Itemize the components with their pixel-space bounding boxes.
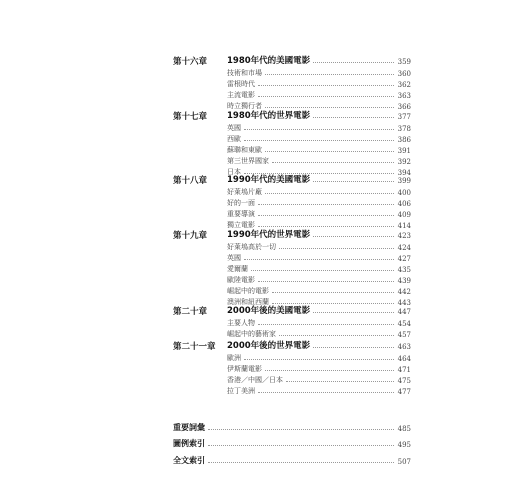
leader-dots bbox=[258, 203, 394, 205]
section-entry bbox=[227, 352, 411, 363]
back-matter-figure-index bbox=[173, 437, 411, 449]
section-entry bbox=[227, 285, 411, 296]
page-number: 427 bbox=[397, 255, 411, 263]
leader-dots bbox=[208, 444, 394, 446]
back-matter-general-index bbox=[173, 454, 411, 466]
page-number: 366 bbox=[397, 103, 411, 111]
section-title: 時立獨行者 bbox=[227, 102, 262, 110]
leader-dots bbox=[244, 358, 394, 360]
leader-dots bbox=[258, 323, 394, 325]
chapter-title: 1990年代的美國電影 bbox=[227, 175, 311, 185]
page-number: 439 bbox=[397, 277, 411, 285]
section-entry bbox=[227, 208, 411, 219]
chapter-title-entry bbox=[227, 229, 411, 240]
section-entry bbox=[227, 67, 411, 78]
back-matter-title: 重要詞彙 bbox=[173, 423, 205, 432]
page-number: 360 bbox=[397, 70, 411, 78]
section-title: 伊斯蘭電影 bbox=[227, 365, 262, 373]
page-number: 359 bbox=[397, 58, 411, 66]
page-number: 386 bbox=[397, 136, 411, 144]
page-number: 378 bbox=[397, 125, 411, 133]
chapter-label: 第十九章 bbox=[173, 231, 208, 241]
leader-dots bbox=[313, 235, 394, 237]
section-title: 蘇聯和東歐 bbox=[227, 146, 262, 154]
leader-dots bbox=[258, 391, 394, 393]
page-number: 394 bbox=[397, 169, 411, 177]
page-number: 406 bbox=[397, 200, 411, 208]
page-number: 442 bbox=[397, 288, 411, 296]
section-entry bbox=[227, 374, 411, 385]
section-title: 好的一面 bbox=[227, 199, 255, 207]
page-number: 391 bbox=[397, 147, 411, 155]
section-entry bbox=[227, 122, 411, 133]
chapter-label: 第十六章 bbox=[173, 57, 208, 67]
section-title: 西歐 bbox=[227, 135, 241, 143]
section-entry bbox=[227, 328, 411, 339]
section-title: 愛爾蘭 bbox=[227, 265, 248, 273]
page-number: 363 bbox=[397, 92, 411, 100]
page-number: 471 bbox=[397, 366, 411, 374]
section-title: 歐洲 bbox=[227, 354, 241, 362]
page-number: 485 bbox=[397, 425, 411, 433]
chapter-title-entry bbox=[227, 110, 411, 121]
chapter-title: 1980年代的世界電影 bbox=[227, 111, 311, 121]
section-entry bbox=[227, 252, 411, 263]
page-number: 362 bbox=[397, 81, 411, 89]
page-number: 464 bbox=[397, 355, 411, 363]
leader-dots bbox=[244, 258, 394, 260]
section-title: 英國 bbox=[227, 254, 241, 262]
leader-dots bbox=[313, 61, 394, 63]
page-number: 414 bbox=[397, 222, 411, 230]
chapter-title: 2000年後的美國電影 bbox=[227, 306, 311, 316]
chapter-title-entry bbox=[227, 55, 411, 66]
page-number: 475 bbox=[397, 377, 411, 385]
leader-dots bbox=[258, 95, 394, 97]
leader-dots bbox=[272, 291, 394, 293]
leader-dots bbox=[258, 225, 394, 227]
chapter-title: 1980年代的美國電影 bbox=[227, 56, 311, 66]
section-title: 香港／中國／日本 bbox=[227, 376, 283, 384]
leader-dots bbox=[265, 106, 394, 108]
section-entry bbox=[227, 241, 411, 252]
chapter-title: 2000年後的世界電影 bbox=[227, 341, 311, 351]
section-title: 重要導演 bbox=[227, 210, 255, 218]
section-entry bbox=[227, 186, 411, 197]
chapter-title: 1990年代的世界電影 bbox=[227, 230, 311, 240]
leader-dots bbox=[272, 161, 394, 163]
section-entry bbox=[227, 155, 411, 166]
leader-dots bbox=[208, 428, 394, 430]
chapter-label: 第二十一章 bbox=[173, 342, 216, 352]
leader-dots bbox=[244, 139, 394, 141]
section-entry bbox=[227, 133, 411, 144]
section-title: 崛起中的電影 bbox=[227, 287, 269, 295]
leader-dots bbox=[313, 180, 394, 182]
section-title: 日本 bbox=[227, 168, 241, 176]
page-number: 409 bbox=[397, 211, 411, 219]
section-title: 主要人物 bbox=[227, 319, 255, 327]
back-matter-glossary bbox=[173, 421, 411, 433]
leader-dots bbox=[244, 128, 394, 130]
leader-dots bbox=[265, 192, 394, 194]
page-number: 507 bbox=[397, 458, 411, 466]
section-title: 雷根時代 bbox=[227, 80, 255, 88]
back-matter-title: 圖例索引 bbox=[173, 439, 205, 448]
leader-dots bbox=[258, 84, 394, 86]
page-number: 495 bbox=[397, 441, 411, 449]
chapter-title-entry bbox=[227, 174, 411, 185]
section-entry bbox=[227, 274, 411, 285]
leader-dots bbox=[313, 116, 394, 118]
section-title: 好萊塢片廠 bbox=[227, 188, 262, 196]
chapter-title-entry bbox=[227, 305, 411, 316]
page-number: 399 bbox=[397, 177, 411, 185]
leader-dots bbox=[258, 214, 394, 216]
section-title: 崛起中的藝術家 bbox=[227, 330, 276, 338]
page-number: 392 bbox=[397, 158, 411, 166]
leader-dots bbox=[279, 334, 394, 336]
section-title: 歐陸電影 bbox=[227, 276, 255, 284]
section-title: 技術和市場 bbox=[227, 69, 262, 77]
page-number: 447 bbox=[397, 308, 411, 316]
leader-dots bbox=[313, 311, 394, 313]
leader-dots bbox=[265, 150, 394, 152]
section-title: 獨立電影 bbox=[227, 221, 255, 229]
leader-dots bbox=[313, 346, 394, 348]
section-title: 拉丁美洲 bbox=[227, 387, 255, 395]
page-number: 477 bbox=[397, 388, 411, 396]
page-number: 435 bbox=[397, 266, 411, 274]
leader-dots bbox=[286, 380, 394, 382]
page-number: 463 bbox=[397, 343, 411, 351]
page-number: 377 bbox=[397, 113, 411, 121]
back-matter-title: 全文索引 bbox=[173, 456, 205, 465]
chapter-label: 第二十章 bbox=[173, 307, 208, 317]
leader-dots bbox=[279, 247, 394, 249]
page-number: 424 bbox=[397, 244, 411, 252]
section-title: 第三世界國家 bbox=[227, 157, 269, 165]
chapter-label: 第十七章 bbox=[173, 112, 208, 122]
chapter-title-entry bbox=[227, 340, 411, 351]
page-number: 443 bbox=[397, 299, 411, 307]
leader-dots bbox=[265, 73, 394, 75]
page-number: 454 bbox=[397, 320, 411, 328]
section-title: 主流電影 bbox=[227, 91, 255, 99]
leader-dots bbox=[265, 369, 394, 371]
section-entry bbox=[227, 363, 411, 374]
section-entry bbox=[227, 317, 411, 328]
section-entry bbox=[227, 385, 411, 396]
section-entry bbox=[227, 144, 411, 155]
section-entry bbox=[227, 89, 411, 100]
leader-dots bbox=[251, 269, 394, 271]
chapter-label: 第十八章 bbox=[173, 176, 208, 186]
page-number: 457 bbox=[397, 331, 411, 339]
page-number: 423 bbox=[397, 232, 411, 240]
section-title: 澳洲和紐西蘭 bbox=[227, 298, 269, 306]
leader-dots bbox=[208, 461, 394, 463]
section-entry bbox=[227, 197, 411, 208]
section-title: 好萊塢高於一切 bbox=[227, 243, 276, 251]
section-entry bbox=[227, 263, 411, 274]
page-number: 400 bbox=[397, 189, 411, 197]
leader-dots bbox=[258, 280, 394, 282]
section-entry bbox=[227, 78, 411, 89]
section-title: 英國 bbox=[227, 124, 241, 132]
